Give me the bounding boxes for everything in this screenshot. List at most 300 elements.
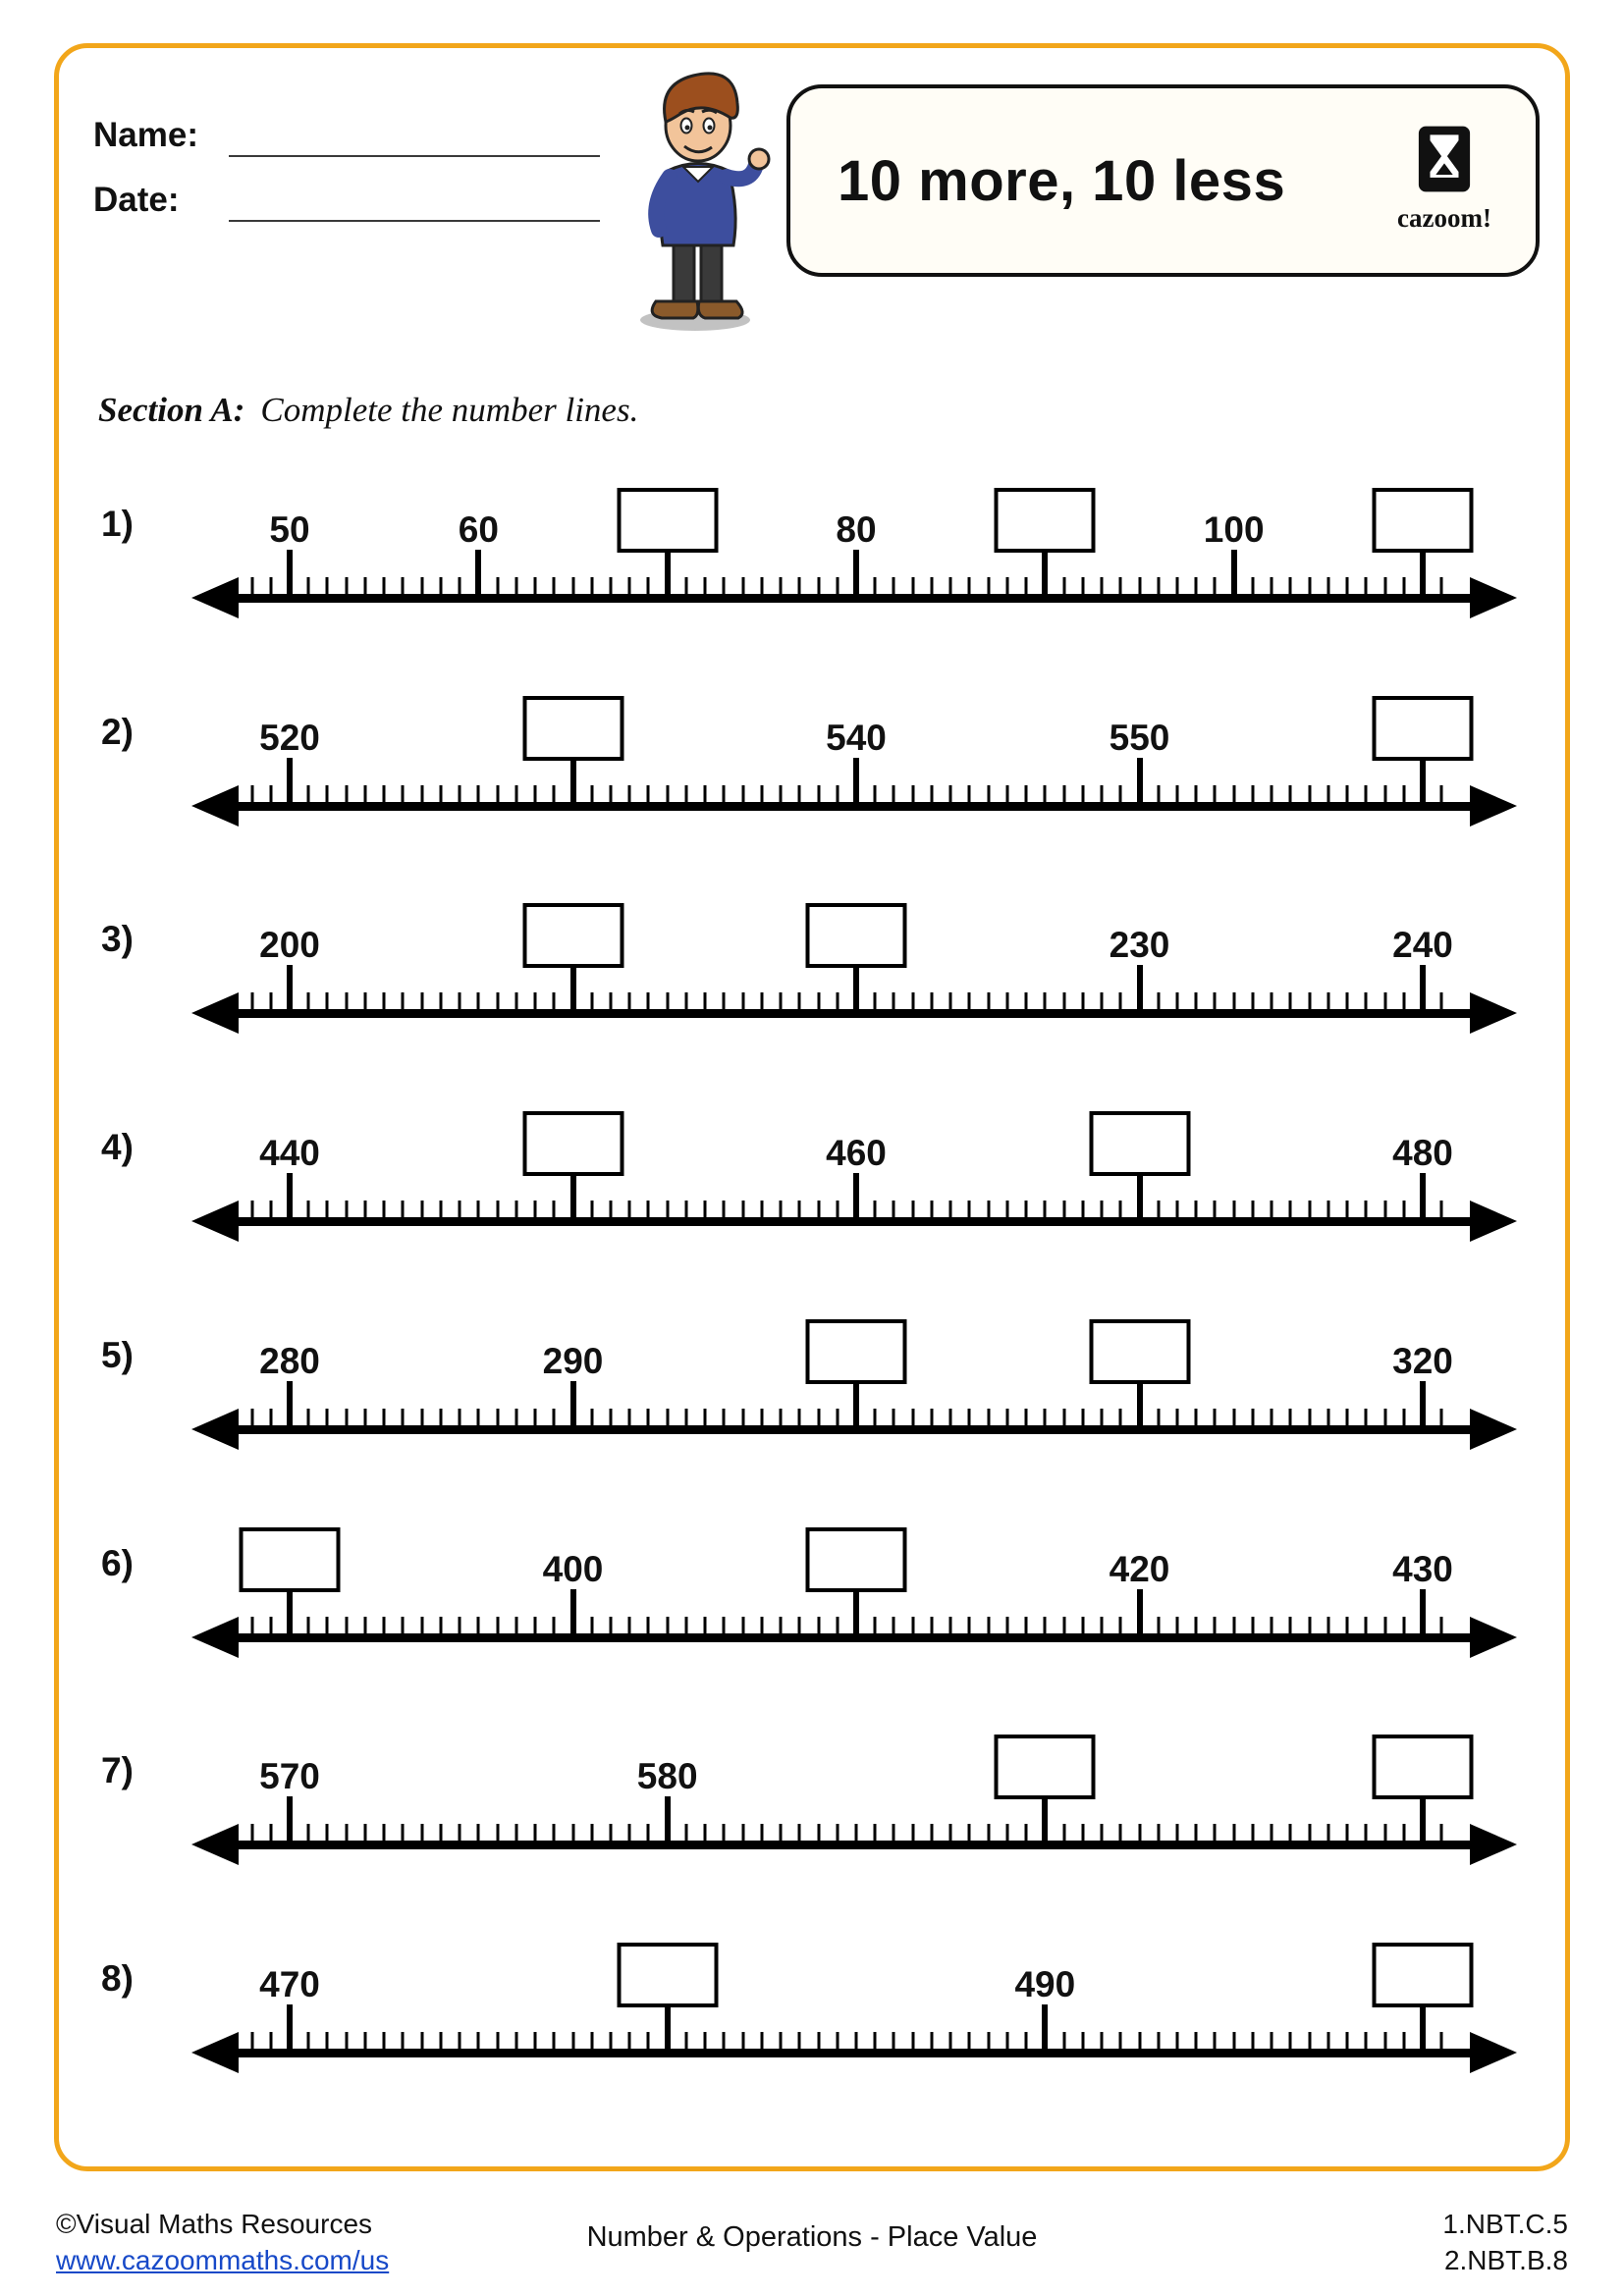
- minor-tick: [553, 2032, 556, 2056]
- minor-tick: [1440, 785, 1443, 809]
- minor-tick: [1101, 992, 1104, 1016]
- minor-tick: [534, 1409, 537, 1432]
- major-tick: [665, 2004, 671, 2055]
- minor-tick: [609, 2032, 612, 2056]
- minor-tick: [949, 2032, 952, 2056]
- major-tick: [1420, 1381, 1426, 1431]
- minor-tick: [930, 785, 933, 809]
- right-arrow-icon: [1470, 992, 1517, 1034]
- answer-box[interactable]: [806, 1527, 907, 1592]
- minor-tick: [1383, 992, 1386, 1016]
- answer-box[interactable]: [240, 1527, 341, 1592]
- minor-tick: [326, 1201, 329, 1224]
- minor-tick: [1383, 1617, 1386, 1640]
- tick-label: 480: [1392, 1133, 1453, 1174]
- minor-tick: [477, 1409, 480, 1432]
- section-instruction: Complete the number lines.: [260, 391, 639, 429]
- minor-tick: [987, 1617, 990, 1640]
- minor-tick: [307, 992, 310, 1016]
- minor-tick: [269, 577, 272, 601]
- right-arrow-icon: [1470, 2032, 1517, 2073]
- minor-tick: [666, 992, 669, 1016]
- minor-tick: [326, 1409, 329, 1432]
- minor-tick: [1195, 785, 1198, 809]
- tick-label: 60: [458, 509, 499, 550]
- answer-box[interactable]: [995, 488, 1096, 553]
- minor-tick: [496, 577, 499, 601]
- minor-tick: [968, 577, 971, 601]
- minor-tick: [798, 1824, 801, 1847]
- minor-tick: [893, 1617, 895, 1640]
- minor-tick: [496, 1617, 499, 1640]
- minor-tick: [439, 1409, 442, 1432]
- tick-label: 420: [1109, 1548, 1170, 1589]
- minor-tick: [1005, 785, 1008, 809]
- minor-tick: [893, 1409, 895, 1432]
- minor-tick: [590, 1201, 593, 1224]
- minor-tick: [741, 1201, 744, 1224]
- major-tick: [665, 1796, 671, 1846]
- minor-tick: [704, 1409, 707, 1432]
- major-tick: [1420, 965, 1426, 1015]
- minor-tick: [1081, 1201, 1084, 1224]
- minor-tick: [1326, 1617, 1329, 1640]
- minor-tick: [609, 785, 612, 809]
- minor-tick: [1440, 2032, 1443, 2056]
- minor-tick: [514, 2032, 517, 2056]
- minor-tick: [1119, 577, 1122, 601]
- right-arrow-icon: [1470, 1409, 1517, 1450]
- minor-tick: [477, 992, 480, 1016]
- minor-tick: [1119, 1201, 1122, 1224]
- minor-tick: [1062, 992, 1065, 1016]
- minor-tick: [439, 1617, 442, 1640]
- minor-tick: [1289, 785, 1292, 809]
- right-arrow-icon: [1470, 1201, 1517, 1242]
- date-label: Date:: [93, 181, 180, 219]
- major-tick: [475, 550, 481, 600]
- minor-tick: [345, 1409, 348, 1432]
- minor-tick: [874, 1201, 877, 1224]
- number-line-row: [0, 1713, 1624, 1921]
- minor-tick: [307, 1201, 310, 1224]
- mascot-boy-illustration: [614, 51, 781, 336]
- minor-tick: [684, 1201, 687, 1224]
- minor-tick: [534, 2032, 537, 2056]
- minor-tick: [1326, 992, 1329, 1016]
- minor-tick: [893, 1201, 895, 1224]
- tick-label: 200: [259, 925, 320, 966]
- minor-tick: [741, 2032, 744, 2056]
- minor-tick: [1214, 1409, 1217, 1432]
- name-label: Name:: [93, 116, 198, 154]
- answer-box[interactable]: [1089, 1111, 1190, 1176]
- minor-tick: [911, 1409, 914, 1432]
- minor-tick: [496, 1409, 499, 1432]
- minor-tick: [1025, 577, 1028, 601]
- minor-tick: [590, 2032, 593, 2056]
- minor-tick: [647, 1617, 650, 1640]
- minor-tick: [949, 1617, 952, 1640]
- tick-label: 580: [636, 1756, 698, 1797]
- minor-tick: [1402, 1824, 1405, 1847]
- website-link[interactable]: www.cazoommaths.com/us: [56, 2245, 390, 2275]
- minor-tick: [1308, 992, 1311, 1016]
- minor-tick: [930, 2032, 933, 2056]
- minor-tick: [798, 992, 801, 1016]
- number-line-row: [0, 1921, 1624, 2129]
- minor-tick: [666, 785, 669, 809]
- tick-label: 490: [1014, 1963, 1076, 2004]
- minor-tick: [420, 992, 423, 1016]
- minor-tick: [1081, 1617, 1084, 1640]
- minor-tick: [402, 1201, 405, 1224]
- minor-tick: [326, 1617, 329, 1640]
- minor-tick: [1081, 1824, 1084, 1847]
- minor-tick: [250, 1409, 253, 1432]
- minor-tick: [874, 785, 877, 809]
- minor-tick: [1326, 1824, 1329, 1847]
- minor-tick: [1232, 2032, 1235, 2056]
- major-tick: [853, 1589, 859, 1639]
- tick-label: 570: [259, 1756, 320, 1797]
- minor-tick: [987, 992, 990, 1016]
- minor-tick: [930, 1617, 933, 1640]
- minor-tick: [345, 785, 348, 809]
- minor-tick: [459, 1617, 461, 1640]
- answer-box[interactable]: [1373, 1735, 1474, 1799]
- minor-tick: [1138, 1824, 1141, 1847]
- minor-tick: [307, 1824, 310, 1847]
- minor-tick: [1251, 992, 1254, 1016]
- minor-tick: [1346, 785, 1349, 809]
- number-line-row: [0, 466, 1624, 674]
- minor-tick: [1005, 1409, 1008, 1432]
- minor-tick: [1308, 577, 1311, 601]
- minor-tick: [1157, 785, 1160, 809]
- minor-tick: [459, 785, 461, 809]
- minor-tick: [1157, 1409, 1160, 1432]
- minor-tick: [269, 785, 272, 809]
- major-tick: [1420, 550, 1426, 600]
- right-arrow-icon: [1470, 785, 1517, 827]
- minor-tick: [968, 1201, 971, 1224]
- minor-tick: [1005, 1824, 1008, 1847]
- minor-tick: [1271, 1201, 1273, 1224]
- minor-tick: [684, 992, 687, 1016]
- minor-tick: [911, 577, 914, 601]
- minor-tick: [968, 1617, 971, 1640]
- minor-tick: [496, 2032, 499, 2056]
- minor-tick: [968, 1409, 971, 1432]
- minor-tick: [590, 785, 593, 809]
- minor-tick: [1271, 785, 1273, 809]
- minor-tick: [1308, 2032, 1311, 2056]
- major-tick: [1420, 1796, 1426, 1846]
- minor-tick: [684, 1824, 687, 1847]
- major-tick: [287, 758, 293, 808]
- major-tick: [665, 550, 671, 600]
- right-arrow-icon: [1470, 1824, 1517, 1865]
- minor-tick: [1326, 1409, 1329, 1432]
- tick-label: 320: [1392, 1340, 1453, 1381]
- minor-tick: [1138, 577, 1141, 601]
- minor-tick: [1119, 1409, 1122, 1432]
- minor-tick: [874, 2032, 877, 2056]
- minor-tick: [968, 1824, 971, 1847]
- minor-tick: [780, 992, 783, 1016]
- line-track: [191, 881, 1517, 1048]
- major-tick: [853, 1381, 859, 1431]
- minor-tick: [741, 992, 744, 1016]
- answer-box[interactable]: [995, 1735, 1096, 1799]
- minor-tick: [439, 2032, 442, 2056]
- minor-tick: [1157, 992, 1160, 1016]
- minor-tick: [1025, 1617, 1028, 1640]
- major-tick: [1420, 2004, 1426, 2055]
- minor-tick: [1440, 1201, 1443, 1224]
- minor-tick: [477, 2032, 480, 2056]
- answer-box[interactable]: [806, 903, 907, 968]
- minor-tick: [1271, 1824, 1273, 1847]
- tick-label: 540: [826, 717, 887, 758]
- minor-tick: [326, 1824, 329, 1847]
- minor-tick: [1081, 2032, 1084, 2056]
- minor-tick: [647, 785, 650, 809]
- minor-tick: [780, 1617, 783, 1640]
- minor-tick: [1402, 2032, 1405, 2056]
- minor-tick: [1062, 785, 1065, 809]
- minor-tick: [1119, 2032, 1122, 2056]
- minor-tick: [514, 785, 517, 809]
- minor-tick: [1271, 2032, 1273, 2056]
- major-tick: [287, 1589, 293, 1639]
- minor-tick: [760, 1617, 763, 1640]
- minor-tick: [1251, 1617, 1254, 1640]
- answer-box[interactable]: [806, 1319, 907, 1384]
- minor-tick: [647, 1409, 650, 1432]
- answer-box[interactable]: [1373, 696, 1474, 761]
- minor-tick: [553, 785, 556, 809]
- minor-tick: [704, 1824, 707, 1847]
- answer-box[interactable]: [1089, 1319, 1190, 1384]
- minor-tick: [798, 1201, 801, 1224]
- answer-box[interactable]: [522, 903, 623, 968]
- minor-tick: [949, 1409, 952, 1432]
- question-number: 7): [101, 1750, 134, 1791]
- major-tick: [1137, 758, 1143, 808]
- line-track: [191, 466, 1517, 633]
- minor-tick: [684, 1617, 687, 1640]
- minor-tick: [647, 2032, 650, 2056]
- question-number: 8): [101, 1957, 134, 1999]
- minor-tick: [383, 1201, 386, 1224]
- minor-tick: [363, 1824, 366, 1847]
- minor-tick: [628, 785, 631, 809]
- minor-tick: [420, 1201, 423, 1224]
- minor-tick: [439, 785, 442, 809]
- tick-label: 430: [1392, 1548, 1453, 1589]
- minor-tick: [1101, 2032, 1104, 2056]
- minor-tick: [893, 2032, 895, 2056]
- minor-tick: [987, 2032, 990, 2056]
- minor-tick: [647, 1201, 650, 1224]
- answer-box[interactable]: [1373, 488, 1474, 553]
- minor-tick: [402, 1409, 405, 1432]
- cazoom-logo-text: cazoom!: [1397, 203, 1491, 233]
- minor-tick: [269, 1409, 272, 1432]
- minor-tick: [741, 1617, 744, 1640]
- tick-label: 50: [269, 509, 310, 550]
- line-track: [191, 1090, 1517, 1256]
- date-field-line[interactable]: [229, 220, 600, 222]
- minor-tick: [553, 1824, 556, 1847]
- minor-tick: [514, 1409, 517, 1432]
- minor-tick: [1119, 785, 1122, 809]
- minor-tick: [363, 1409, 366, 1432]
- minor-tick: [534, 785, 537, 809]
- minor-tick: [1195, 1201, 1198, 1224]
- minor-tick: [836, 1617, 839, 1640]
- minor-tick: [893, 992, 895, 1016]
- minor-tick: [704, 992, 707, 1016]
- major-tick: [287, 1381, 293, 1431]
- minor-tick: [798, 2032, 801, 2056]
- minor-tick: [723, 577, 726, 601]
- minor-tick: [345, 992, 348, 1016]
- minor-tick: [1440, 1824, 1443, 1847]
- minor-tick: [1383, 1409, 1386, 1432]
- minor-tick: [1232, 1409, 1235, 1432]
- minor-tick: [704, 2032, 707, 2056]
- major-tick: [1042, 1796, 1048, 1846]
- minor-tick: [1025, 1824, 1028, 1847]
- minor-tick: [383, 1617, 386, 1640]
- minor-tick: [1232, 992, 1235, 1016]
- number-line-row: [0, 1090, 1624, 1298]
- minor-tick: [704, 577, 707, 601]
- answer-box[interactable]: [522, 696, 623, 761]
- minor-tick: [723, 1409, 726, 1432]
- minor-tick: [307, 577, 310, 601]
- minor-tick: [836, 1201, 839, 1224]
- question-number: 2): [101, 711, 134, 752]
- answer-box[interactable]: [1373, 1943, 1474, 2007]
- tick-label: 400: [542, 1548, 604, 1589]
- minor-tick: [420, 2032, 423, 2056]
- minor-tick: [307, 1617, 310, 1640]
- minor-tick: [647, 992, 650, 1016]
- line-track: [191, 1713, 1517, 1880]
- minor-tick: [383, 785, 386, 809]
- right-arrow-icon: [1470, 1617, 1517, 1658]
- minor-tick: [628, 2032, 631, 2056]
- minor-tick: [741, 785, 744, 809]
- major-tick: [1420, 758, 1426, 808]
- minor-tick: [609, 1824, 612, 1847]
- minor-tick: [987, 1409, 990, 1432]
- minor-tick: [534, 577, 537, 601]
- footer-topic: Number & Operations - Place Value: [586, 2221, 1038, 2253]
- minor-tick: [930, 1201, 933, 1224]
- minor-tick: [1005, 1201, 1008, 1224]
- line-track: [191, 1506, 1517, 1673]
- minor-tick: [1101, 785, 1104, 809]
- minor-tick: [553, 992, 556, 1016]
- minor-tick: [269, 1617, 272, 1640]
- minor-tick: [250, 577, 253, 601]
- minor-tick: [911, 2032, 914, 2056]
- minor-tick: [666, 1409, 669, 1432]
- minor-tick: [1365, 785, 1368, 809]
- right-arrow-icon: [1470, 577, 1517, 618]
- answer-box[interactable]: [617, 488, 718, 553]
- minor-tick: [723, 1824, 726, 1847]
- minor-tick: [1440, 992, 1443, 1016]
- minor-tick: [911, 1201, 914, 1224]
- minor-tick: [609, 577, 612, 601]
- minor-tick: [1326, 1201, 1329, 1224]
- minor-tick: [1402, 785, 1405, 809]
- minor-tick: [363, 1201, 366, 1224]
- minor-tick: [723, 785, 726, 809]
- minor-tick: [1025, 1201, 1028, 1224]
- minor-tick: [836, 577, 839, 601]
- minor-tick: [1195, 1409, 1198, 1432]
- minor-tick: [704, 785, 707, 809]
- answer-box[interactable]: [522, 1111, 623, 1176]
- minor-tick: [893, 577, 895, 601]
- minor-tick: [1402, 992, 1405, 1016]
- major-tick: [853, 758, 859, 808]
- minor-tick: [402, 785, 405, 809]
- tick-label: 470: [259, 1963, 320, 2004]
- minor-tick: [1025, 1409, 1028, 1432]
- minor-tick: [1346, 1824, 1349, 1847]
- name-field-line[interactable]: [229, 155, 600, 157]
- minor-tick: [496, 785, 499, 809]
- number-line-row: [0, 674, 1624, 882]
- major-tick: [853, 965, 859, 1015]
- minor-tick: [817, 577, 820, 601]
- question-number: 4): [101, 1127, 134, 1168]
- minor-tick: [760, 577, 763, 601]
- minor-tick: [684, 577, 687, 601]
- answer-box[interactable]: [617, 1943, 718, 2007]
- minor-tick: [1383, 785, 1386, 809]
- minor-tick: [1157, 577, 1160, 601]
- major-tick: [287, 550, 293, 600]
- minor-tick: [1005, 2032, 1008, 2056]
- minor-tick: [534, 1824, 537, 1847]
- minor-tick: [1062, 2032, 1065, 2056]
- minor-tick: [1157, 1824, 1160, 1847]
- minor-tick: [1157, 1201, 1160, 1224]
- minor-tick: [383, 2032, 386, 2056]
- minor-tick: [817, 1201, 820, 1224]
- minor-tick: [326, 577, 329, 601]
- minor-tick: [836, 1409, 839, 1432]
- page-title: 10 more, 10 less: [838, 148, 1286, 213]
- minor-tick: [1365, 1824, 1368, 1847]
- minor-tick: [1365, 1201, 1368, 1224]
- minor-tick: [760, 785, 763, 809]
- minor-tick: [1101, 1201, 1104, 1224]
- tick-label: 240: [1392, 925, 1453, 966]
- major-tick: [570, 1589, 576, 1639]
- minor-tick: [1175, 1409, 1178, 1432]
- minor-tick: [723, 1201, 726, 1224]
